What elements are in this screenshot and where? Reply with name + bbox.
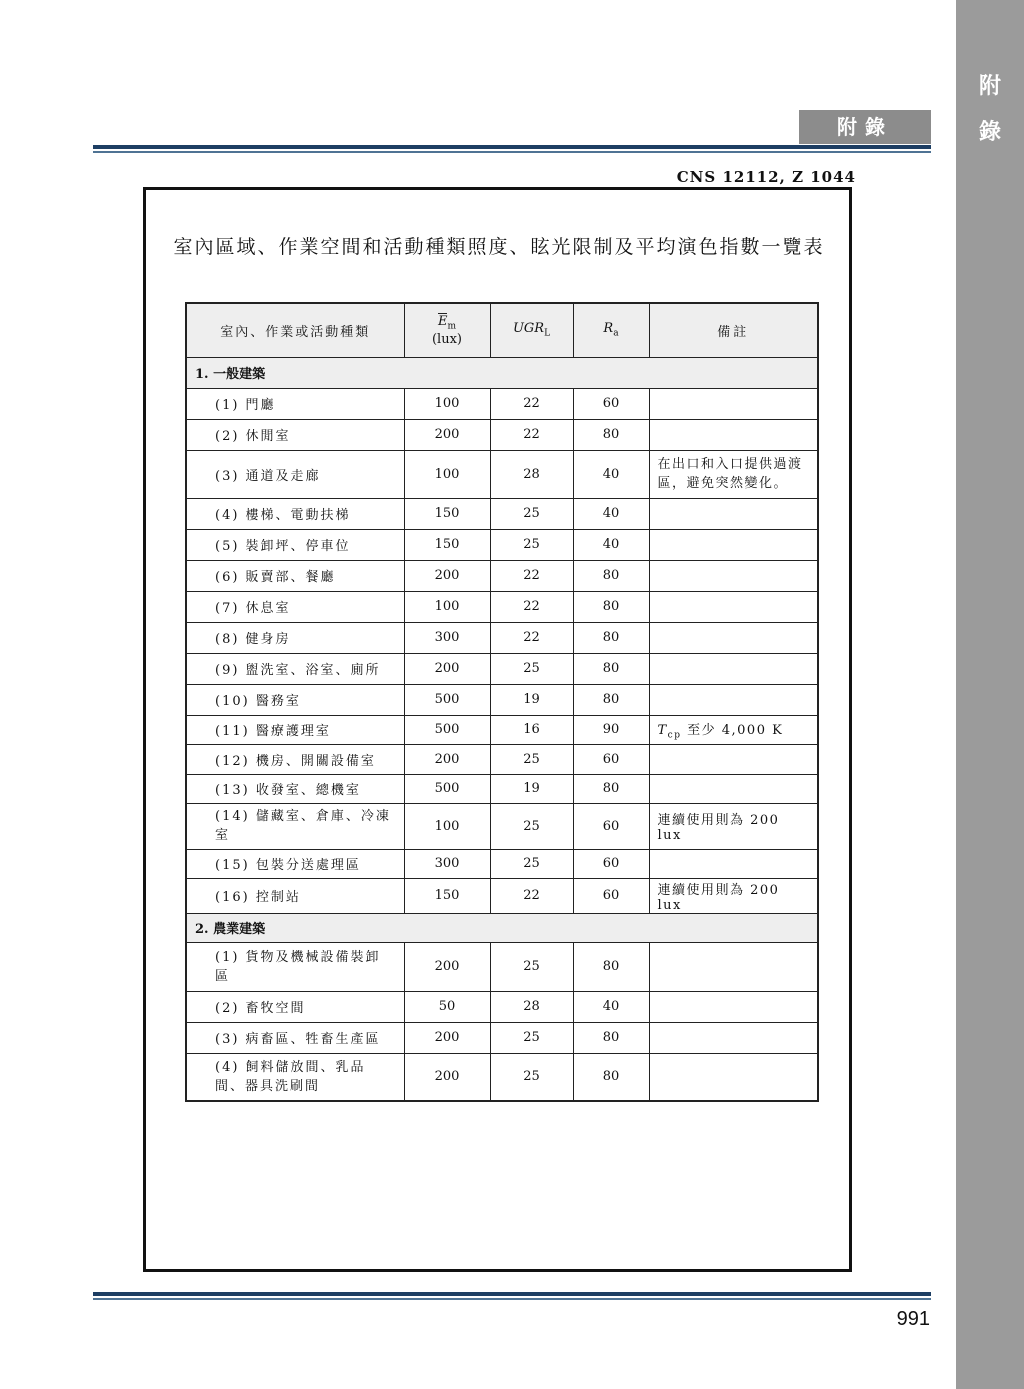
table-row <box>186 744 818 774</box>
em-cell: 300 <box>404 622 490 653</box>
standard-code: CNS 12112, Z 1044 <box>676 168 856 186</box>
header-notes: 備註 <box>649 303 818 357</box>
ra-symbol: R <box>603 321 614 337</box>
ra-cell: 80 <box>573 653 649 684</box>
section-title: 2. 農業建築 <box>186 913 818 942</box>
em-cell: 200 <box>404 1053 490 1101</box>
ra-cell: 90 <box>573 715 649 744</box>
em-cell: 150 <box>404 498 490 529</box>
table-row <box>186 849 818 878</box>
table-row <box>186 450 818 498</box>
em-cell: 300 <box>404 849 490 878</box>
ugr-cell: 25 <box>490 1022 573 1053</box>
activity-cell: (8) 健身房 <box>186 622 404 653</box>
note-cell <box>649 1053 818 1101</box>
activity-cell: (11) 醫療護理室 <box>186 715 404 744</box>
header-section-tab: 附錄 <box>799 110 931 144</box>
ra-cell: 60 <box>573 744 649 774</box>
ugr-cell: 25 <box>490 849 573 878</box>
table-row <box>186 991 818 1022</box>
ra-cell: 40 <box>573 529 649 560</box>
note-cell <box>649 774 818 803</box>
activity-cell: (9) 盥洗室、浴室、廁所 <box>186 653 404 684</box>
em-cell: 100 <box>404 388 490 419</box>
ra-cell: 60 <box>573 388 649 419</box>
section-title: 1. 一般建築 <box>186 357 818 388</box>
activity-cell: (2) 休閒室 <box>186 419 404 450</box>
note-cell <box>649 942 818 991</box>
table-row <box>186 622 818 653</box>
note-cell: 連續使用則為 200 lux <box>649 803 818 849</box>
footer-rule <box>93 1292 931 1300</box>
ra-cell: 80 <box>573 622 649 653</box>
ugr-cell: 22 <box>490 560 573 591</box>
table-row <box>186 715 818 744</box>
activity-cell: (4) 飼料儲放間、乳品間、器具洗刷間 <box>186 1053 404 1101</box>
header-ugr <box>490 303 573 357</box>
note-cell <box>649 388 818 419</box>
ra-cell: 40 <box>573 498 649 529</box>
ra-cell: 80 <box>573 1053 649 1101</box>
em-cell: 50 <box>404 991 490 1022</box>
em-cell: 150 <box>404 529 490 560</box>
header-ra <box>573 303 649 357</box>
em-cell: 200 <box>404 653 490 684</box>
side-tab-char-1: 附 <box>978 74 1001 99</box>
note-cell <box>649 849 818 878</box>
note-cell <box>649 560 818 591</box>
document-title: 室內區域、作業空間和活動種類照度、眩光限制及平均演色指數一覽表 <box>173 236 825 258</box>
em-cell: 500 <box>404 684 490 715</box>
side-tab-char-2: 錄 <box>978 120 1001 145</box>
em-cell: 500 <box>404 774 490 803</box>
illuminance-table <box>185 302 819 1102</box>
table-row <box>186 1022 818 1053</box>
ra-cell: 80 <box>573 774 649 803</box>
table-header-row <box>186 303 818 357</box>
ugr-cell: 25 <box>490 498 573 529</box>
header-activity: 室內、作業或活動種類 <box>186 303 404 357</box>
activity-cell: (10) 醫務室 <box>186 684 404 715</box>
activity-cell: (1) 貨物及機械設備裝卸區 <box>186 942 404 991</box>
side-tab-label <box>956 64 1024 156</box>
em-cell: 200 <box>404 419 490 450</box>
note-cell <box>649 1022 818 1053</box>
table-row <box>186 878 818 913</box>
ra-cell: 40 <box>573 991 649 1022</box>
note-cell <box>649 498 818 529</box>
ra-cell: 80 <box>573 1022 649 1053</box>
note-cell <box>649 653 818 684</box>
note-cell <box>649 684 818 715</box>
activity-cell: (3) 病畜區、牲畜生產區 <box>186 1022 404 1053</box>
table-row <box>186 653 818 684</box>
activity-cell: (3) 通道及走廊 <box>186 450 404 498</box>
note-cell <box>649 715 818 744</box>
activity-cell: (1) 門廳 <box>186 388 404 419</box>
ugr-cell: 22 <box>490 388 573 419</box>
activity-cell: (16) 控制站 <box>186 878 404 913</box>
header-em <box>404 303 490 357</box>
ugr-cell: 22 <box>490 419 573 450</box>
tcp-symbol: T <box>657 722 668 738</box>
em-subscript: m <box>447 322 457 333</box>
table-row <box>186 1053 818 1101</box>
section-row <box>186 913 818 942</box>
note-text: 至少 4,000 K <box>687 722 784 738</box>
ra-cell: 80 <box>573 560 649 591</box>
activity-cell: (14) 儲藏室、倉庫、冷凍室 <box>186 803 404 849</box>
activity-cell: (7) 休息室 <box>186 591 404 622</box>
header-rule <box>93 145 931 153</box>
em-cell: 200 <box>404 744 490 774</box>
activity-cell: (4) 樓梯、電動扶梯 <box>186 498 404 529</box>
ugr-cell: 25 <box>490 1053 573 1101</box>
em-symbol: E <box>437 314 448 330</box>
em-cell: 100 <box>404 803 490 849</box>
em-cell: 100 <box>404 591 490 622</box>
activity-cell: (6) 販賣部、餐廳 <box>186 560 404 591</box>
em-unit: (lux) <box>431 332 462 348</box>
table-row <box>186 498 818 529</box>
ugr-subscript: L <box>544 329 551 340</box>
em-cell: 200 <box>404 1022 490 1053</box>
ugr-symbol: UGR <box>512 321 545 337</box>
activity-cell: (15) 包裝分送處理區 <box>186 849 404 878</box>
ra-cell: 80 <box>573 591 649 622</box>
ugr-cell: 19 <box>490 774 573 803</box>
ra-cell: 60 <box>573 849 649 878</box>
ugr-cell: 22 <box>490 622 573 653</box>
note-cell <box>649 591 818 622</box>
table-row <box>186 388 818 419</box>
section-row <box>186 357 818 388</box>
ugr-cell: 22 <box>490 591 573 622</box>
ra-cell: 80 <box>573 419 649 450</box>
note-cell <box>649 529 818 560</box>
activity-cell: (13) 收發室、總機室 <box>186 774 404 803</box>
note-cell <box>649 622 818 653</box>
note-cell <box>649 744 818 774</box>
ra-cell: 40 <box>573 450 649 498</box>
ugr-cell: 25 <box>490 653 573 684</box>
activity-cell: (5) 裝卸坪、停車位 <box>186 529 404 560</box>
ugr-cell: 16 <box>490 715 573 744</box>
ugr-cell: 22 <box>490 878 573 913</box>
table-row <box>186 591 818 622</box>
ugr-cell: 25 <box>490 744 573 774</box>
table-row <box>186 560 818 591</box>
ra-cell: 60 <box>573 803 649 849</box>
em-cell: 100 <box>404 450 490 498</box>
table-row <box>186 419 818 450</box>
activity-cell: (12) 機房、開關設備室 <box>186 744 404 774</box>
ra-cell: 60 <box>573 878 649 913</box>
ugr-cell: 19 <box>490 684 573 715</box>
ra-subscript: a <box>613 329 619 340</box>
ugr-cell: 25 <box>490 529 573 560</box>
table-row <box>186 684 818 715</box>
em-cell: 150 <box>404 878 490 913</box>
note-cell: 連續使用則為 200 lux <box>649 878 818 913</box>
ra-cell: 80 <box>573 684 649 715</box>
note-cell <box>649 419 818 450</box>
activity-cell: (2) 畜牧空間 <box>186 991 404 1022</box>
table-row <box>186 774 818 803</box>
note-cell: 在出口和入口提供過渡區，避免突然變化。 <box>649 450 818 498</box>
ugr-cell: 25 <box>490 942 573 991</box>
ugr-cell: 28 <box>490 991 573 1022</box>
em-cell: 500 <box>404 715 490 744</box>
em-cell: 200 <box>404 560 490 591</box>
table-row <box>186 529 818 560</box>
table-row <box>186 803 818 849</box>
ugr-cell: 28 <box>490 450 573 498</box>
tcp-subscript: cp <box>667 730 682 741</box>
page-number: 991 <box>896 1308 930 1330</box>
side-chapter-tab <box>956 0 1024 1389</box>
note-cell <box>649 991 818 1022</box>
em-cell: 200 <box>404 942 490 991</box>
ra-cell: 80 <box>573 942 649 991</box>
table-row <box>186 942 818 991</box>
ugr-cell: 25 <box>490 803 573 849</box>
